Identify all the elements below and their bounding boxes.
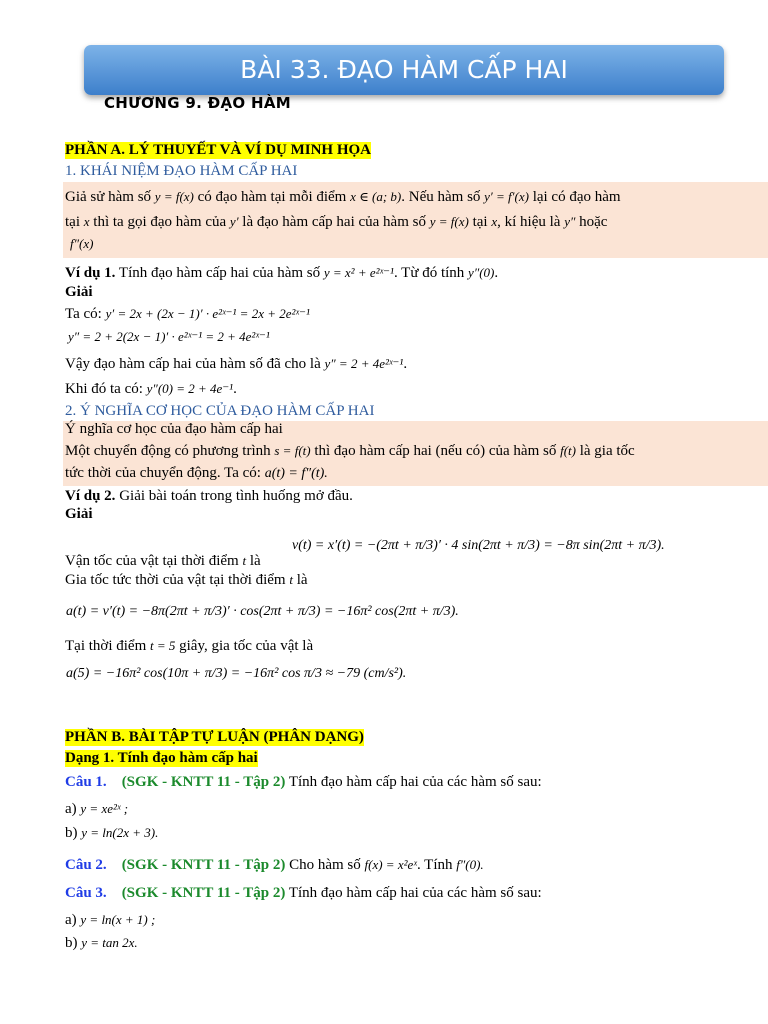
mechanics-line-3: tức thời của chuyển động. Ta có: a(t) = f″(t). [65,465,328,481]
example-1-value: Khi đó ta có: y″(0) = 2 + 4e⁻¹. [65,381,237,397]
velocity-line: Vận tốc của vật tại thời điểm t là [65,553,261,569]
section-1-title: 1. KHÁI NIỆM ĐẠO HÀM CẤP HAI [65,163,298,179]
question-1-b: b) y = ln(2x + 3). [65,825,159,841]
example-2: Ví dụ 2. Giải bài toán trong tình huống mở đầu. [65,488,353,504]
example-1-step-1: Ta có: y′ = 2x + (2x − 1)′ · e²ˣ⁻¹ = 2x + 2e²ˣ⁻¹ [65,306,310,322]
definition-line-2: tại x thì ta gọi đạo hàm của y′ là đạo hàm cấp hai của hàm số y = f(x) tại x, kí hiệu là y″ hoặc [65,214,608,230]
time-line: Tại thời điểm t = 5 giây, gia tốc của vật là [65,638,314,654]
mechanics-line-1: Ý nghĩa cơ học của đạo hàm cấp hai [65,421,283,437]
example-1: Ví dụ 1. Tính đạo hàm cấp hai của hàm số y = x² + e²ˣ⁻¹. Từ đó tính y″(0). [65,265,499,281]
velocity-formula: v(t) = x′(t) = −(2πt + π/3)′ · 4 sin(2πt + π/3) = −8π sin(2πt + π/3). [292,538,665,553]
acceleration-result: a(5) = −16π² cos(10π + π/3) = −16π² cos π/3 ≈ −79 (cm/s²). [66,666,407,681]
solution-label-1: Giải [65,284,93,300]
lesson-title-banner [84,45,724,95]
chapter-title: CHƯƠNG 9. ĐẠO HÀM [104,94,291,112]
example-1-conclusion: Vậy đạo hàm cấp hai của hàm số đã cho là y″ = 2 + 4e²ˣ⁻¹. [65,356,408,372]
acceleration-line: Gia tốc tức thời của vật tại thời điểm t là [65,572,308,588]
question-2: Câu 2. (SGK - KNTT 11 - Tập 2) Cho hàm số f(x) = x²eˣ. Tính f″(0). [65,857,484,873]
definition-notation: f″(x) [70,236,94,251]
question-3-b: b) y = tan 2x. [65,935,138,951]
question-3-a: a) y = ln(x + 1) ; [65,912,156,928]
definition-line-1: Giả sử hàm số y = f(x) có đạo hàm tại mỗi điểm x ∈ (a; b). Nếu hàm số y′ = f′(x) lại có đạo hàm [65,189,621,205]
example-1-step-2: y″ = 2 + 2(2x − 1)′ · e²ˣ⁻¹ = 2 + 4e²ˣ⁻¹ [68,329,270,344]
part-a-heading: PHẦN A. LÝ THUYẾT VÀ VÍ DỤ MINH HỌA [65,142,372,158]
part-b-heading: PHẦN B. BÀI TẬP TỰ LUẬN (PHÂN DẠNG) [65,729,364,745]
lesson-title: BÀI 33. ĐẠO HÀM CẤP HAI [240,55,568,84]
type-1-heading: Dạng 1. Tính đạo hàm cấp hai [65,750,258,766]
acceleration-formula: a(t) = v′(t) = −8π(2πt + π/3)′ · cos(2πt + π/3) = −16π² cos(2πt + π/3). [66,604,459,619]
question-1: Câu 1. (SGK - KNTT 11 - Tập 2) Tính đạo hàm cấp hai của các hàm số sau: [65,774,542,790]
question-1-a: a) y = xe²ˣ ; [65,801,129,817]
solution-label-2: Giải [65,506,93,522]
question-3: Câu 3. (SGK - KNTT 11 - Tập 2) Tính đạo hàm cấp hai của các hàm số sau: [65,885,542,901]
mechanics-line-2: Một chuyển động có phương trình s = f(t) thì đạo hàm cấp hai (nếu có) của hàm số f(t) là gia tốc [65,443,635,459]
section-2-title: 2. Ý NGHĨA CƠ HỌC CỦA ĐẠO HÀM CẤP HAI [65,403,375,419]
